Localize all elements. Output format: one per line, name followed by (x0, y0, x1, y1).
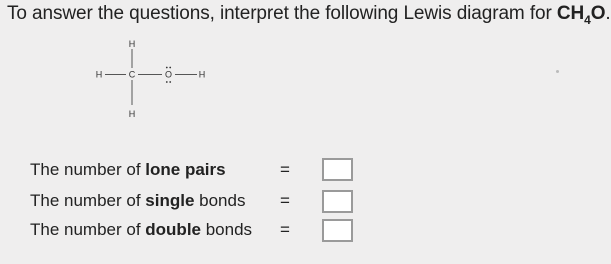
lone-pair-bottom-dot (169, 81, 171, 83)
chemical-formula (556, 3, 606, 27)
lone-pairs-answer-input[interactable] (322, 158, 353, 181)
prompt-label: The number of lone pairs (30, 160, 226, 179)
question-text (7, 3, 611, 25)
lone-pair-top-dot (169, 67, 171, 69)
atom-h-right: H (198, 69, 206, 80)
atom-oxygen: O (164, 69, 173, 80)
question-intro: To answer the questions, interpret the following Lewis diagram for (7, 3, 557, 24)
atom-h-bottom: H (128, 109, 136, 119)
atom-h-left: H (95, 69, 103, 80)
formula-o: O (590, 3, 606, 24)
prompt-row-lone-pairs (30, 160, 290, 180)
double-bonds-answer-input[interactable] (322, 219, 353, 242)
atom-h-top: H (128, 39, 136, 49)
equals-sign: = (280, 160, 290, 179)
equals-sign: = (280, 220, 290, 239)
formula-subscript: 4 (584, 12, 591, 27)
lone-pair-top-dot (166, 67, 168, 69)
equals-sign: = (280, 191, 290, 210)
question-period: . (605, 3, 611, 24)
prompt-label: The number of double bonds (30, 220, 253, 239)
single-bonds-answer-input[interactable] (322, 190, 353, 213)
stray-mark (556, 70, 559, 73)
prompt-row-double-bonds (30, 220, 290, 240)
atom-carbon: C (128, 69, 136, 80)
formula-ch: CH (556, 3, 585, 24)
prompt-row-single-bonds (30, 191, 290, 211)
lewis-diagram (80, 34, 220, 126)
lone-pair-bottom-dot (166, 81, 168, 83)
prompt-label: The number of single bonds (30, 191, 246, 210)
